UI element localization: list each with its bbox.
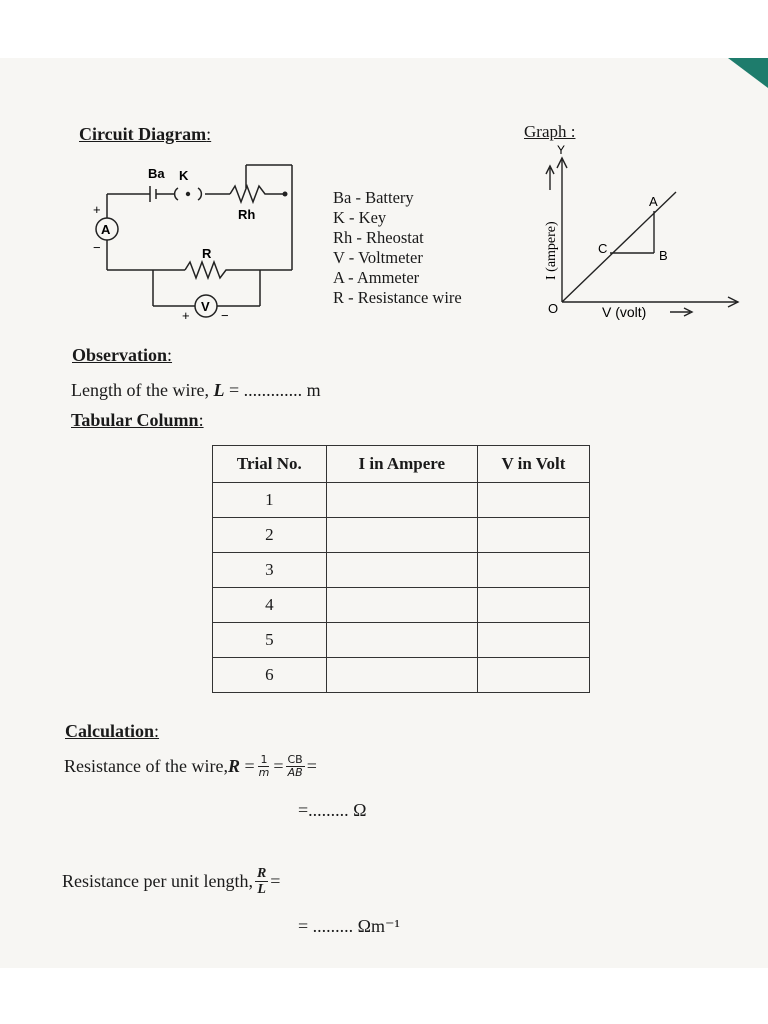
graph-x-axis-label: V (volt) xyxy=(602,304,647,320)
fraction-cb-over-ab: $\frac{CB}{AB}$ xyxy=(287,753,303,779)
calculation-heading: Calculation: xyxy=(65,721,160,741)
resistor-label: R xyxy=(202,246,212,261)
graph-point-a: A xyxy=(649,194,658,209)
trial-cell: 5 xyxy=(213,623,327,658)
current-cell xyxy=(326,518,477,553)
per-length-result: = ......... Ωm⁻¹ xyxy=(298,916,400,936)
fraction-one-over-m: $\frac{1}{m}$ xyxy=(258,753,270,779)
rheostat-label: Rh xyxy=(238,207,256,222)
trial-cell: 1 xyxy=(213,483,327,518)
table-row xyxy=(213,588,590,623)
table-header-row xyxy=(213,446,590,483)
voltage-cell xyxy=(477,518,589,553)
legend-item: A - Ammeter xyxy=(333,268,420,287)
ammeter-minus: − xyxy=(93,240,101,255)
table-row xyxy=(213,483,590,518)
table-header: V in Volt xyxy=(477,446,589,483)
table-row xyxy=(213,658,590,693)
trial-cell: 2 xyxy=(213,518,327,553)
circuit-diagram-heading: Circuit Diagram: xyxy=(79,124,212,144)
legend-item: V - Voltmeter xyxy=(333,248,423,267)
table-row xyxy=(213,553,590,588)
table-header: I in Ampere xyxy=(326,446,477,483)
per-length-formula: Resistance per unit length, $\frac{R}{L}$ = xyxy=(62,866,281,897)
ammeter-plus: + xyxy=(93,202,101,217)
trial-cell: 6 xyxy=(213,658,327,693)
voltage-cell xyxy=(477,658,589,693)
voltage-cell xyxy=(477,553,589,588)
current-cell xyxy=(326,658,477,693)
voltage-cell xyxy=(477,623,589,658)
trial-cell: 3 xyxy=(213,553,327,588)
resistance-formula: Resistance of the wire, R = $\frac{1}{m}$ = $\frac{CB}{AB}$ = xyxy=(64,753,317,779)
current-cell xyxy=(326,483,477,518)
legend-item: Ba - Battery xyxy=(333,188,414,207)
graph-point-c: C xyxy=(598,241,608,256)
legend-item: R - Resistance wire xyxy=(333,288,462,307)
circuit-diagram xyxy=(80,160,320,330)
ammeter-symbol: A xyxy=(101,222,111,237)
voltmeter-plus: + xyxy=(182,308,190,323)
page-corner-tab xyxy=(728,58,768,88)
voltage-cell xyxy=(477,588,589,623)
legend-item: Rh - Rheostat xyxy=(333,228,424,247)
table-row xyxy=(213,518,590,553)
battery-label: Ba xyxy=(148,166,165,181)
legend-item: K - Key xyxy=(333,208,387,227)
current-cell xyxy=(326,588,477,623)
tabular-column-heading: Tabular Column: xyxy=(71,410,204,430)
voltmeter-minus: − xyxy=(221,308,229,323)
iv-graph xyxy=(530,140,745,330)
table-header: Trial No. xyxy=(213,446,327,483)
trial-cell: 4 xyxy=(213,588,327,623)
voltage-cell xyxy=(477,483,589,518)
observation-heading: Observation: xyxy=(72,345,173,365)
graph-origin-label: O xyxy=(548,301,559,316)
graph-point-b: B xyxy=(659,248,668,263)
graph-y-axis-letter: Y xyxy=(557,143,566,157)
graph-heading: Graph : xyxy=(524,122,576,141)
current-cell xyxy=(326,553,477,588)
table-row xyxy=(213,623,590,658)
resistance-result: =......... Ω xyxy=(298,800,367,820)
circuit-legend xyxy=(333,188,462,308)
observation-table xyxy=(212,445,590,693)
current-cell xyxy=(326,623,477,658)
wire-length-line: Length of the wire, L = ............. m xyxy=(71,380,321,400)
graph-y-axis-label: I (ampere) xyxy=(544,221,559,280)
key-label: K xyxy=(179,168,189,183)
fraction-r-over-l: $\frac{R}{L}$ xyxy=(256,866,267,897)
voltmeter-symbol: V xyxy=(201,299,210,314)
